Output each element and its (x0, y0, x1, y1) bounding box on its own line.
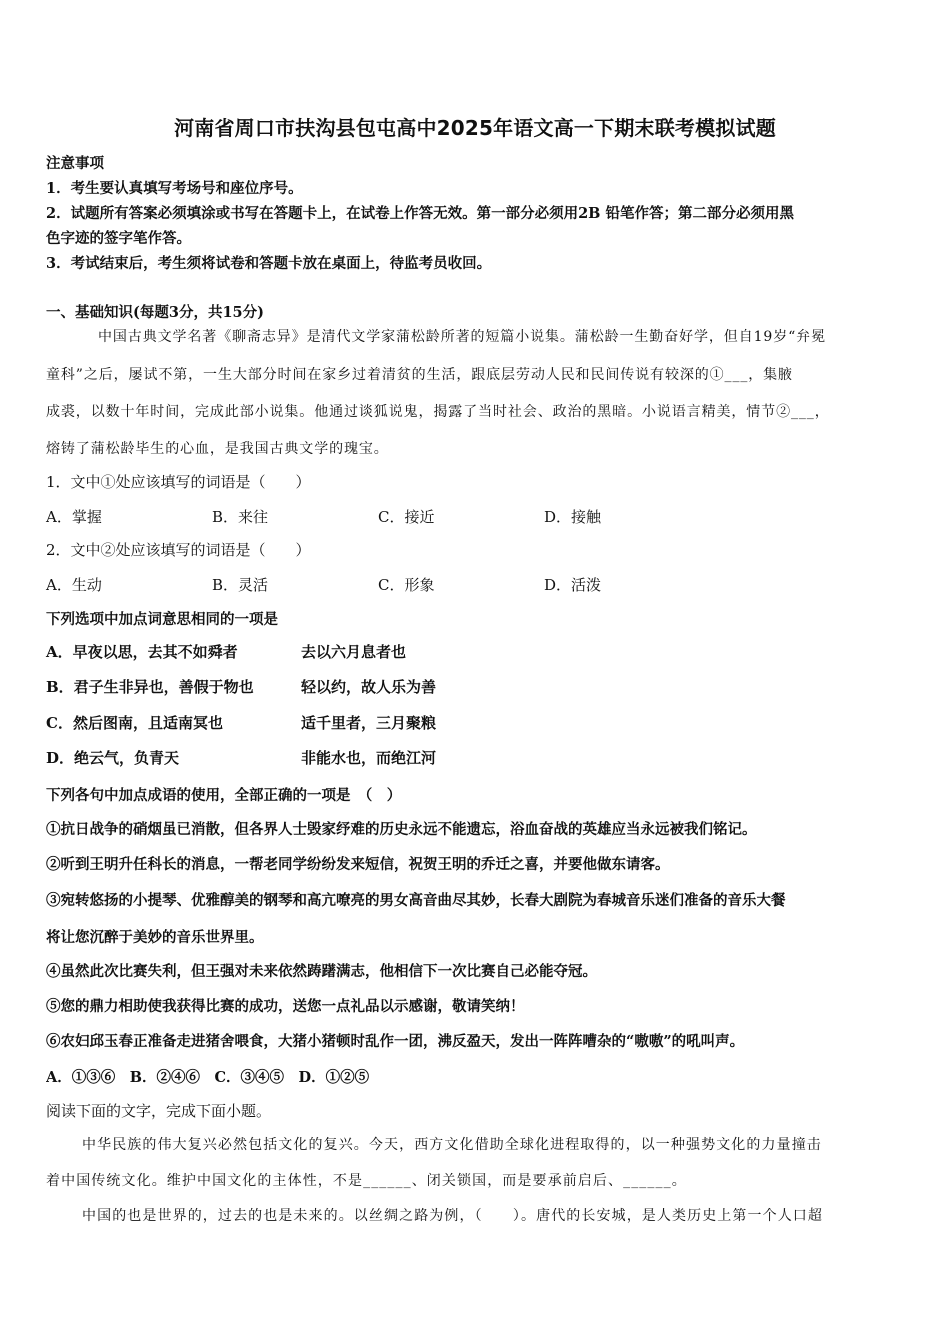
option-pair-d (46, 747, 436, 768)
reading-intro: 阅读下面的文字，完成下面小题。 (46, 1102, 272, 1120)
passage-line: 成裘，以数十年时间，完成此部小说集。他通过谈狐说鬼，揭露了当时社会、政治的黑暗。小说语言精美，情节②___， (46, 404, 830, 420)
question-stem: 2．文中②处应该填写的词语是（ ） (46, 541, 311, 559)
statement-item: 将让您沉醉于美妙的音乐世界里。 (46, 929, 264, 946)
passage-line: 中国古典文学名著《聊斋志异》是清代文学家蒲松龄所著的短篇小说集。蒲松龄一生勤奋好学，但自19岁“弁冕 (98, 329, 826, 345)
statement-item: ④虽然此次比赛失利，但王强对未来依然踌躇满志，他相信下一次比赛自己必能夺冠。 (46, 963, 597, 980)
option-left: B．君子生非异也，善假于物也 (46, 678, 254, 696)
option-right: 去以六月息者也 (301, 643, 407, 661)
passage-line: 中国的也是世界的，过去的也是未来的。以丝绸之路为例，（ ）。唐代的长安城，是人类历史上第一个人口超 (82, 1208, 823, 1224)
option-pair-b (46, 676, 436, 697)
statement-item: ⑤您的鼎力相助使我获得比赛的成功，送您一点礼品以示感谢，敬请笑纳！ (46, 998, 525, 1015)
option-left: D．绝云气，负青天 (46, 749, 180, 767)
option-a: A．生动 (46, 576, 102, 594)
passage-line: 着中国传统文化。维护中国文化的主体性，不是______、闭关锁国，而是要承前启后、______。 (46, 1173, 687, 1189)
option-c: C．接近 (378, 508, 435, 526)
question-stem: 下列各句中加点成语的使用，全部正确的一项是 （ ） (46, 787, 402, 804)
option-right: 适千里者，三月聚粮 (301, 714, 437, 732)
notice-heading: 注意事项 (46, 155, 104, 172)
section-heading: 一、基础知识(每题3分，共15分) (46, 304, 264, 321)
option-right: 非能水也，而绝江河 (301, 749, 437, 767)
passage-line: 熔铸了蒲松龄毕生的心血，是我国古典文学的瑰宝。 (46, 441, 389, 457)
notice-item: 3．考试结束后，考生须将试卷和答题卡放在桌面上，待监考员收回。 (46, 255, 492, 272)
option-b: B．灵活 (212, 576, 269, 594)
option-pair-a (46, 641, 406, 662)
question-stem: 1．文中①处应该填写的词语是（ ） (46, 473, 311, 491)
option-c: C．形象 (378, 576, 435, 594)
passage-line: 中华民族的伟大复兴必然包括文化的复兴。今天，西方文化借助全球化进程取得的，以一种强势文化的力量撞击 (82, 1137, 822, 1153)
option-d: D．活泼 (544, 576, 602, 594)
option-left: A．早夜以思，去其不如舜者 (46, 643, 238, 661)
statement-item: ②听到王明升任科长的消息，一帮老同学纷纷发来短信，祝贺王明的乔迁之喜，并要他做东请客。 (46, 856, 670, 873)
question-options: A．①③⑥ B．②④⑥ C．③④⑤ D．①②⑤ (46, 1069, 370, 1086)
page-title: 河南省周口市扶沟县包屯高中2025年语文高一下期末联考模拟试题 (174, 116, 776, 140)
question-options (46, 506, 710, 527)
notice-item: 色字迹的签字笔作答。 (46, 230, 191, 247)
option-pair-c (46, 712, 436, 733)
option-right: 轻以约，故人乐为善 (301, 678, 437, 696)
option-d: D．接触 (544, 508, 602, 526)
question-options (46, 574, 710, 595)
option-a: A．掌握 (46, 508, 102, 526)
notice-item: 1．考生要认真填写考场号和座位序号。 (46, 180, 303, 197)
statement-item: ①抗日战争的硝烟虽已消散，但各界人士毁家纾难的历史永远不能遗忘，浴血奋战的英雄应当永远被我们铭记。 (46, 821, 757, 838)
question-stem: 下列选项中加点词意思相同的一项是 (46, 611, 278, 628)
option-left: C．然后图南，且适南冥也 (46, 714, 223, 732)
notice-item: 2．试题所有答案必须填涂或书写在答题卡上，在试卷上作答无效。第一部分必须用2B 铅笔作答；第二部分必须用黑 (46, 205, 794, 222)
option-b: B．来往 (212, 508, 269, 526)
statement-item: ⑥农妇邱玉春正准备走进猪舍喂食，大猪小猪顿时乱作一团，沸反盈天，发出一阵阵嘈杂的“嗷嗷”的吼叫声。 (46, 1033, 745, 1050)
passage-line: 童科”之后，屡试不第，一生大部分时间在家乡过着清贫的生活，跟底层劳动人民和民间传说有较深的①___，集腋 (46, 367, 793, 383)
statement-item: ③宛转悠扬的小提琴、优雅醇美的钢琴和高亢嘹亮的男女高音曲尽其妙，长春大剧院为春城音乐迷们准备的音乐大餐 (46, 892, 786, 909)
